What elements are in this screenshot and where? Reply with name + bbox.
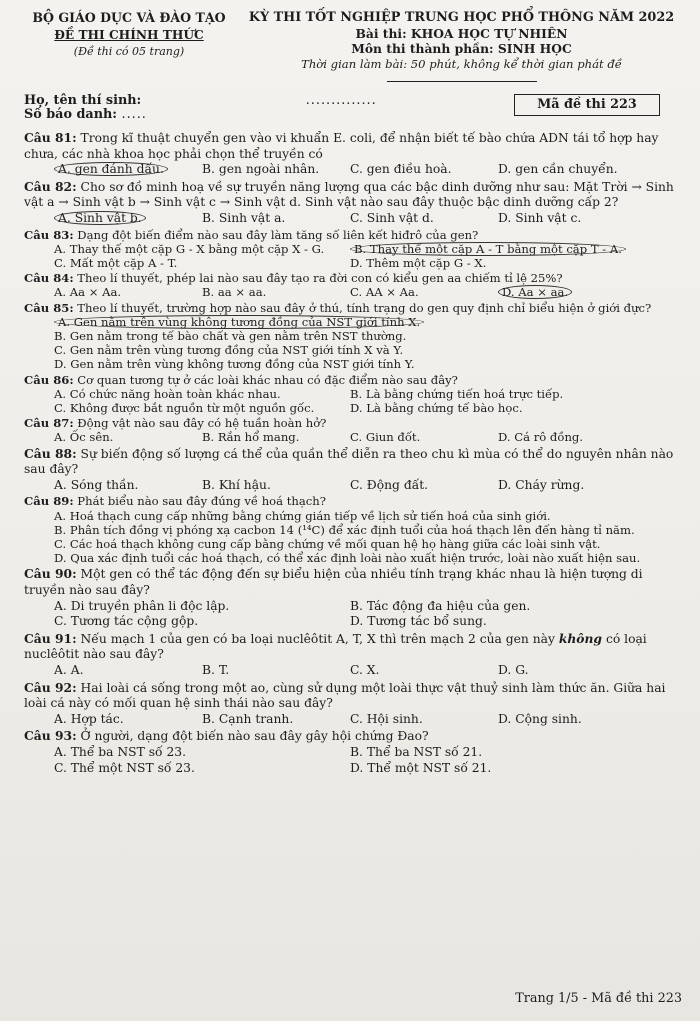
option-a: A. Di truyền phân li độc lập. bbox=[54, 598, 230, 613]
option-b: B. Khí hậu. bbox=[202, 477, 271, 492]
option-c: C. Gen nằm trên vùng tương đồng của NST giới tính X và Y. bbox=[54, 343, 404, 358]
option-d-circle: D. Aa × aa. bbox=[498, 285, 572, 299]
option-d: D. gen cần chuyển. bbox=[498, 162, 618, 177]
option-a: A. Hoá thạch cung cấp những bằng chứng gián tiếp về lịch sử tiến hoá của sinh giới. bbox=[54, 508, 551, 523]
question-stem: Sự biến động số lượng cá thể của quần thể diễn ra theo chu kì mùa có thể do nguyên nhân nào sau đây? bbox=[24, 446, 674, 477]
question-87 bbox=[24, 416, 684, 444]
option-a bbox=[54, 315, 684, 329]
question-number: Câu 92: bbox=[24, 679, 77, 695]
option-a-circle: A. gen đánh dấu. bbox=[54, 162, 168, 176]
option-d: D. Cộng sinh. bbox=[498, 711, 582, 726]
candidate-name-label: Họ, tên thí sinh: bbox=[24, 92, 146, 108]
options-row bbox=[24, 745, 684, 761]
option-d: D. Cá rô đồng. bbox=[498, 430, 584, 445]
option-d: D. G. bbox=[498, 662, 529, 677]
option-d: D. Qua xác định tuổi các hoá thạch, có thể xác định loài nào xuất hiện trước, loài nào xuất hiện sau. bbox=[54, 551, 641, 566]
question-stem: Nếu mạch 1 của gen có ba loại nuclêôtit A, T, X thì trên mạch 2 của gen này bbox=[76, 631, 559, 646]
option-b-circle: B. Thay thế một cặp A - T bằng một cặp T - A. bbox=[350, 242, 626, 256]
option-b bbox=[350, 242, 646, 256]
option-b: B. aa × aa. bbox=[202, 285, 267, 300]
option-d bbox=[498, 285, 646, 299]
options-row bbox=[24, 401, 684, 415]
page-count: (Đề thi có 05 trang) bbox=[73, 45, 185, 59]
option-b: B. Rắn hổ mang. bbox=[202, 430, 300, 445]
option-b: B. T. bbox=[202, 662, 230, 677]
option-c: C. Thể một NST số 23. bbox=[54, 760, 195, 775]
option-b: B. Cạnh tranh. bbox=[202, 711, 294, 726]
question-93 bbox=[24, 728, 684, 776]
option-c: C. Các hoá thạch không cung cấp bằng chứng về mối quan hệ họ hàng giữa các loài sinh vật. bbox=[54, 536, 601, 551]
header-right bbox=[239, 10, 684, 82]
exam-header bbox=[24, 10, 684, 82]
question-stem: Trong kĩ thuật chuyển gen vào vi khuẩn E. coli, để nhận biết tế bào chứa ADN tái tổ hợp hay chưa, các nhà khoa học phải chọn thể truyền có bbox=[24, 130, 659, 161]
option-a: A. Thể ba NST số 23. bbox=[54, 744, 186, 759]
option-d: D. Cháy rừng. bbox=[498, 477, 585, 492]
question-number: Câu 87: bbox=[24, 416, 74, 431]
question-82 bbox=[24, 179, 684, 227]
options-row bbox=[24, 761, 684, 777]
exam-component: Môn thi thành phần: SINH HỌC bbox=[351, 41, 572, 57]
exam-title: KỲ THI TỐT NGHIỆP TRUNG HỌC PHỔ THÔNG NĂM 2022 bbox=[248, 10, 675, 25]
option-c: C. Động đất. bbox=[350, 477, 429, 492]
option-d: D. Sinh vật c. bbox=[498, 210, 582, 225]
option-a-circle: A. Sinh vật b. bbox=[54, 211, 146, 225]
question-stem: Cho sơ đồ minh hoạ về sự truyền năng lượng qua các bậc dinh dưỡng như sau: Mặt Trời → Sinh vật a → Sinh vật b → Sinh vật c → Sinh vật d. Sinh vật nào sau đây thuộc bậc dinh dưỡng cấp 2? bbox=[24, 179, 674, 210]
option-a: A. Thay thế một cặp G - X bằng một cặp X - G. bbox=[54, 241, 325, 256]
option-a: A. Aa × Aa. bbox=[54, 285, 122, 300]
option-c: C. Sinh vật d. bbox=[350, 210, 434, 225]
header-left bbox=[24, 10, 234, 82]
options-row bbox=[24, 663, 684, 679]
question-number: Câu 91: bbox=[24, 630, 77, 646]
option-d: D. Tương tác bổ sung. bbox=[350, 614, 487, 629]
question-number: Câu 84: bbox=[24, 271, 74, 286]
option-a: A. Sóng thần. bbox=[54, 477, 139, 492]
question-number: Câu 85: bbox=[24, 300, 74, 315]
options-row bbox=[24, 242, 684, 256]
question-83 bbox=[24, 228, 684, 271]
question-stem: Dạng đột biến điểm nào sau đây làm tăng số liên kết hiđrô của gen? bbox=[73, 227, 479, 242]
question-stem: Theo lí thuyết, trường hợp nào sau đây ở thú, tính trạng do gen quy định chỉ biểu hiện ở giới đực? bbox=[73, 300, 652, 315]
question-number: Câu 88: bbox=[24, 445, 77, 461]
option-b: B. Thể ba NST số 21. bbox=[350, 744, 483, 759]
options-row bbox=[24, 285, 684, 299]
option-d: D. Thêm một cặp G - X. bbox=[350, 255, 487, 270]
option-c: C. X. bbox=[350, 662, 380, 677]
question-stem-end: có loại nuclêôtit nào sau đây? bbox=[24, 631, 647, 662]
option-d: D. Thể một NST số 21. bbox=[350, 760, 492, 775]
options-row bbox=[24, 430, 684, 444]
option-c: C. Không được bắt nguồn từ một nguồn gốc. bbox=[54, 400, 315, 415]
candidate-block bbox=[24, 94, 684, 122]
options-row bbox=[24, 211, 684, 227]
official-label: ĐỀ THI CHÍNH THỨC bbox=[54, 27, 204, 42]
candidate-fields bbox=[24, 94, 377, 122]
question-number: Câu 89: bbox=[24, 494, 74, 509]
options-row bbox=[24, 256, 684, 270]
options-row bbox=[24, 387, 684, 401]
header-divider bbox=[387, 81, 537, 82]
exam-code-box: Mã đề thi 223 bbox=[514, 94, 660, 116]
options-row bbox=[24, 599, 684, 615]
question-stem-emphasis: không bbox=[558, 630, 603, 646]
option-d: D. Gen nằm trên vùng không tương đồng của NST giới tính Y. bbox=[54, 357, 415, 372]
question-number: Câu 90: bbox=[24, 566, 77, 582]
question-86 bbox=[24, 373, 684, 416]
question-stem: Động vật nào sau đây có hệ tuần hoàn hở? bbox=[73, 416, 327, 431]
option-c: C. AA × Aa. bbox=[350, 285, 419, 300]
option-a: A. Ốc sên. bbox=[54, 430, 114, 445]
option-c: C. gen điều hoà. bbox=[350, 162, 452, 177]
option-a-circle: A. Gen nằm trên vùng không tương đồng của NST giới tính X. bbox=[54, 315, 424, 329]
question-stem: Ở người, dạng đột biến nào sau đây gây hội chứng Đao? bbox=[76, 729, 429, 744]
question-number: Câu 93: bbox=[24, 728, 77, 744]
options-row bbox=[24, 162, 684, 178]
options-list bbox=[24, 315, 684, 372]
exam-time: Thời gian làm bài: 50 phút, không kể thời gian phát đề bbox=[301, 56, 622, 71]
option-c: C. Mất một cặp A - T. bbox=[54, 255, 178, 270]
question-91 bbox=[24, 631, 684, 679]
question-90 bbox=[24, 566, 684, 629]
question-85 bbox=[24, 301, 684, 372]
candidate-name-dots: .............. bbox=[305, 92, 377, 108]
option-a: A. Hợp tác. bbox=[54, 711, 124, 726]
candidate-id-dots: ..... bbox=[121, 106, 147, 122]
question-81 bbox=[24, 130, 684, 178]
option-a bbox=[54, 211, 202, 227]
option-b: B. Tác động đa hiệu của gen. bbox=[350, 598, 531, 613]
question-84 bbox=[24, 271, 684, 299]
option-c: C. Giun đốt. bbox=[350, 430, 421, 445]
question-stem: Hai loài cá sống trong một ao, cùng sử dụng một loài thực vật thuỷ sinh làm thức ăn. Giữa hai loài cá này có mối quan hệ sinh thái nào sau đây? bbox=[24, 680, 666, 711]
candidate-id-label: Số báo danh: bbox=[24, 106, 122, 122]
question-number: Câu 81: bbox=[24, 129, 77, 145]
question-stem: Theo lí thuyết, phép lai nào sau đây tạo ra đời con có kiểu gen aa chiếm tỉ lệ 25%? bbox=[73, 271, 563, 286]
question-number: Câu 82: bbox=[24, 178, 77, 194]
question-number: Câu 83: bbox=[24, 227, 74, 242]
page-footer: Trang 1/5 - Mã đề thi 223 bbox=[515, 991, 682, 1006]
options-row bbox=[24, 478, 684, 494]
option-b: B. gen ngoài nhân. bbox=[202, 162, 320, 177]
question-89 bbox=[24, 494, 684, 565]
option-a: A. A. bbox=[54, 662, 84, 677]
option-c: C. Hội sinh. bbox=[350, 711, 423, 726]
question-stem: Phát biểu nào sau đây đúng về hoá thạch? bbox=[73, 494, 326, 509]
option-b: B. Gen nằm trong tế bào chất và gen nằm trên NST thường. bbox=[54, 328, 407, 343]
option-d: D. Là bằng chứng tế bào học. bbox=[350, 400, 523, 415]
option-a bbox=[54, 162, 202, 178]
question-92 bbox=[24, 680, 684, 728]
option-a: A. Có chức năng hoàn toàn khác nhau. bbox=[54, 386, 281, 401]
options-row bbox=[24, 614, 684, 630]
question-number: Câu 86: bbox=[24, 372, 74, 387]
option-b: B. Sinh vật a. bbox=[202, 210, 286, 225]
exam-subject: Bài thi: KHOA HỌC TỰ NHIÊN bbox=[355, 25, 568, 41]
question-stem: Cơ quan tương tự ở các loài khác nhau có đặc điểm nào sau đây? bbox=[73, 372, 458, 387]
option-b: B. Là bằng chứng tiến hoá trực tiếp. bbox=[350, 386, 564, 401]
options-list bbox=[24, 509, 684, 566]
question-stem: Một gen có thể tác động đến sự biểu hiện của nhiều tính trạng khác nhau là hiện tượng di truyền nào sau đây? bbox=[24, 567, 643, 597]
options-row bbox=[24, 712, 684, 728]
question-88 bbox=[24, 446, 684, 494]
ministry-name: BỘ GIÁO DỤC VÀ ĐÀO TẠO bbox=[32, 10, 226, 25]
option-c: C. Tương tác cộng gộp. bbox=[54, 614, 199, 629]
option-b: B. Phân tích đồng vị phóng xạ cacbon 14 (¹⁴C) để xác định tuổi của hoá thạch lên đến hàng tỉ năm. bbox=[54, 522, 635, 537]
